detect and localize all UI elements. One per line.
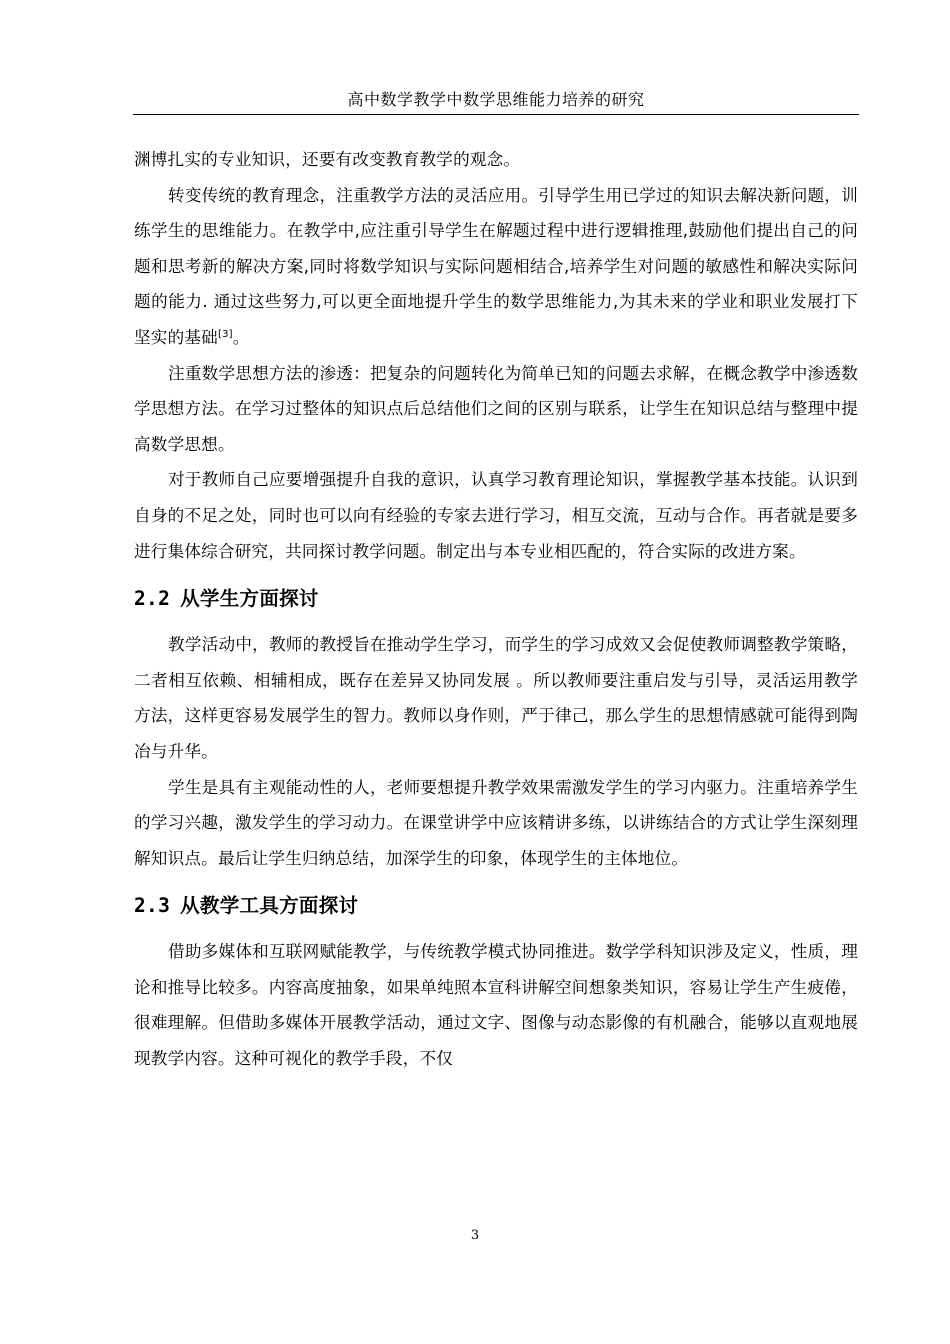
running-title: 高中数学教学中数学思维能力培养的研究 [347, 90, 645, 109]
paragraph-teacher-self-improvement: 对于教师自己应要增强提升自我的意识，认真学习教育理论知识，掌握教学基本技能。认识到自身的不足之处，同时也可以向有经验的专家去进行学习，相互交流，互动与合作。再者就是要多进行集体综合研究，共同探讨教学问题。制定出与本专业相匹配的，符合实际的改进方案。 [134, 470, 858, 561]
paragraph-math-thinking-methods: 注重数学思想方法的渗透：把复杂的问题转化为简单已知的问题去求解，在概念教学中渗透数学思想方法。在学习过整体的知识点后总结他们之间的区别与联系，让学生在知识总结与整理中提高数学思想。 [134, 363, 858, 454]
citation-reference[interactable]: [3] [217, 328, 233, 340]
paragraph-student-initiative: 学生是具有主观能动性的人，老师要想提升教学效果需激发学生的学习内驱力。注重培养学生的学习兴趣，激发学生的学习动力。在课堂讲学中应该精讲多练，以讲练结合的方式让学生深刻理解知识点。最后让学生归纳总结，加深学生的印象，体现学生的主体地位。 [134, 777, 858, 868]
section-number: 2.2 [134, 587, 171, 611]
paragraph-multimedia-teaching: 借助多媒体和互联网赋能教学，与传统教学模式协同推进。数学学科知识涉及定义，性质，理论和推导比较多。内容高度抽象，如果单纯照本宣科讲解空间想象类知识，容易让学生产生疲倦，很难理解。但借助多媒体开展教学活动，通过文字、图像与动态影像的有机融合，能够以直观地展现教学内容。这种可视化的教学手段，不仅 [134, 942, 858, 1069]
paragraph-teaching-concept [134, 178, 858, 356]
section-title: 从学生方面探讨 [180, 587, 319, 611]
page-number: 3 [470, 1228, 480, 1243]
section-heading-2-3 [134, 888, 858, 924]
paragraph-teaching-concept-text: 转变传统的教育理念，注重教学方法的灵活应用。引导学生用已学过的知识去解决新问题，训练学生的思维能力。在教学中,应注重引导学生在解题过程中进行逻辑推理,鼓励他们提出自己的问题和思考新的解决方案,同时将数学知识与实际问题相结合,培养学生对问题的敏感性和解决实际问题的能力. 通过这些努力,可以更全面地提升学生的数学思维能力,为其未来的学业和职业发展打下坚实的基础 [134, 185, 858, 347]
body-content [134, 142, 858, 1077]
page-header [133, 84, 859, 115]
section-number: 2.3 [134, 894, 171, 918]
section-heading-2-2 [134, 581, 858, 617]
paragraph-teaching-concept-end: 。 [232, 327, 250, 347]
paragraph-continuation: 渊博扎实的专业知识，还要有改变教育教学的观念。 [134, 150, 521, 169]
section-title: 从教学工具方面探讨 [180, 894, 359, 918]
paragraph-teaching-activity: 教学活动中，教师的教授旨在推动学生学习，而学生的学习成效又会促使教师调整教学策略，二者相互依赖、相辅相成，既存在差异又协同发展 。所以教师要注重启发与引导，灵活运用教学方法，这样更容易发展学生的智力。教师以身作则，严于律己，那么学生的思想情感就可能得到陶冶与升华。 [134, 635, 858, 761]
